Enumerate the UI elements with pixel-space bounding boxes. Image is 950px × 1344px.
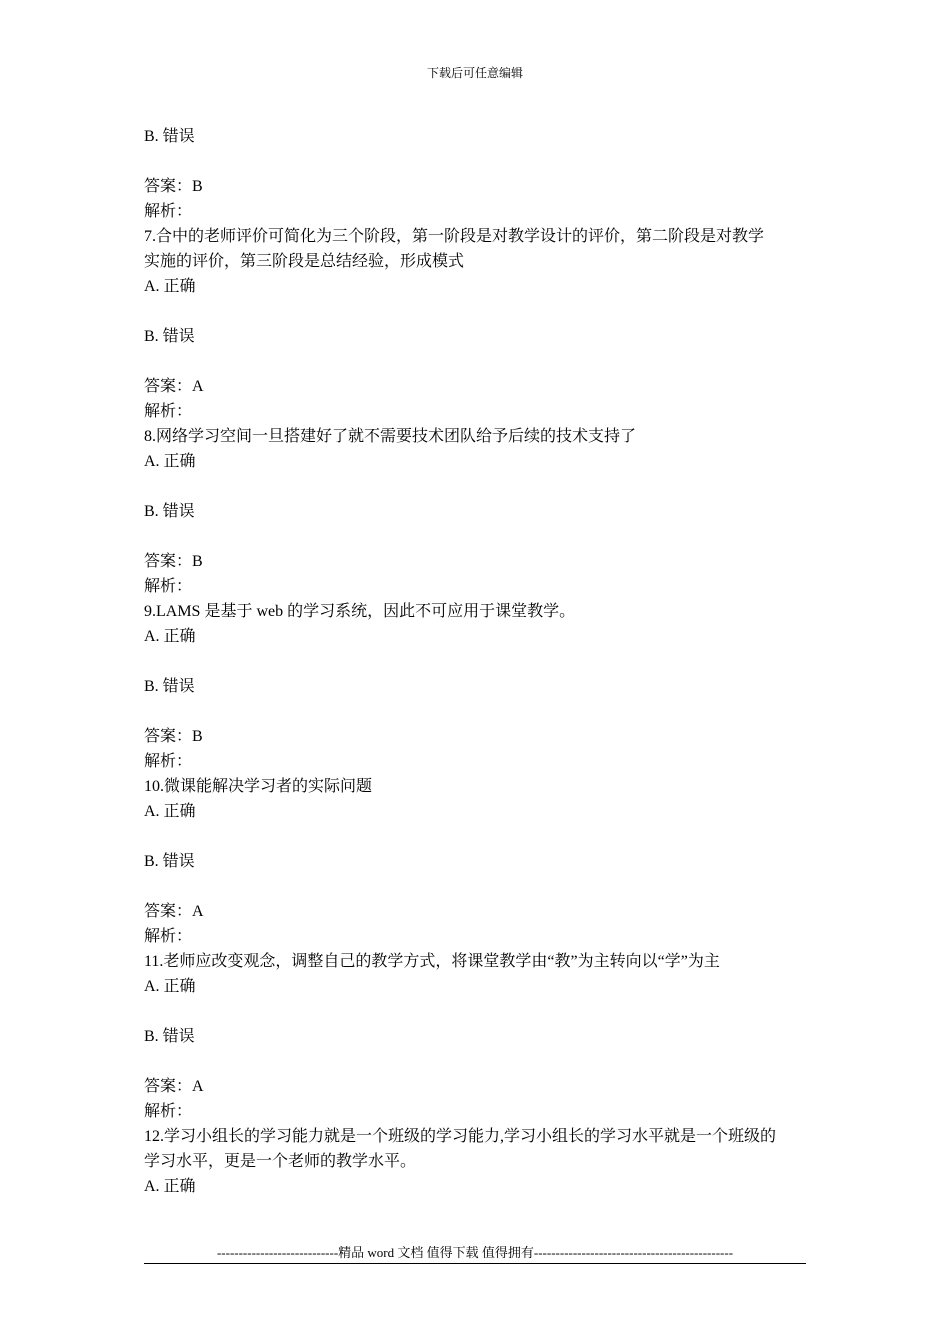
answer-q9: 答案：B [144, 728, 203, 745]
option-a-q10: A. 正确 [144, 803, 196, 820]
question-7-line-1: 7.合中的老师评价可简化为三个阶段，第一阶段是对教学设计的评价，第二阶段是对教学 [144, 228, 765, 245]
question-11: 11.老师应改变观念，调整自己的教学方式，将课堂教学由“教”为主转向以“学”为主 [144, 953, 720, 970]
analysis-q11: 解析： [144, 1103, 193, 1120]
analysis-q8: 解析： [144, 578, 193, 595]
footer-divider [144, 1263, 806, 1264]
analysis-q10: 解析： [144, 928, 193, 945]
blank-line [144, 874, 810, 899]
option-b-q7: B. 错误 [144, 328, 195, 345]
blank-line [144, 649, 810, 674]
option-b-q11: B. 错误 [144, 1028, 195, 1045]
question-10: 10.微课能解决学习者的实际问题 [144, 778, 373, 795]
option-b-q8: B. 错误 [144, 503, 195, 520]
question-9: 9.LAMS 是基于 web 的学习系统，因此不可应用于课堂教学。 [144, 603, 576, 620]
analysis-q7: 解析： [144, 403, 193, 420]
blank-line [144, 999, 810, 1024]
option-a-q9: A. 正确 [144, 628, 196, 645]
question-12-line-1: 12.学习小组长的学习能力就是一个班级的学习能力,学习小组长的学习水平就是一个班级的 [144, 1128, 777, 1145]
answer-q10: 答案：A [144, 903, 204, 920]
question-7-line-2: 实施的评价，第三阶段是总结经验，形成模式 [144, 253, 465, 270]
option-a-q7: A. 正确 [144, 278, 196, 295]
analysis-q6: 解析： [144, 203, 193, 220]
answer-q11: 答案：A [144, 1078, 204, 1095]
option-a-q11: A. 正确 [144, 978, 196, 995]
blank-line [144, 349, 810, 374]
page-footer: ----------------------------精品 word 文档 值得下载 值得拥有---------------------------------------------- [216, 1245, 734, 1260]
option-b-q6: B. 错误 [144, 128, 195, 145]
page-header: 下载后可任意编辑 [426, 66, 523, 80]
answer-q7: 答案：A [144, 378, 204, 395]
blank-line [144, 1049, 810, 1074]
question-8: 8.网络学习空间一旦搭建好了就不需要技术团队给予后续的技术支持了 [144, 428, 637, 445]
option-b-q9: B. 错误 [144, 678, 195, 695]
blank-line [144, 824, 810, 849]
blank-line [144, 699, 810, 724]
option-a-q12: A. 正确 [144, 1178, 196, 1195]
blank-line [144, 524, 810, 549]
option-a-q8: A. 正确 [144, 453, 196, 470]
blank-line [144, 149, 810, 174]
answer-q6: 答案：B [144, 178, 203, 195]
document-body [144, 124, 810, 1199]
question-12-line-2: 学习水平，更是一个老师的教学水平。 [144, 1153, 417, 1170]
blank-line [144, 474, 810, 499]
analysis-q9: 解析： [144, 753, 193, 770]
option-b-q10: B. 错误 [144, 853, 195, 870]
answer-q8: 答案：B [144, 553, 203, 570]
blank-line [144, 299, 810, 324]
